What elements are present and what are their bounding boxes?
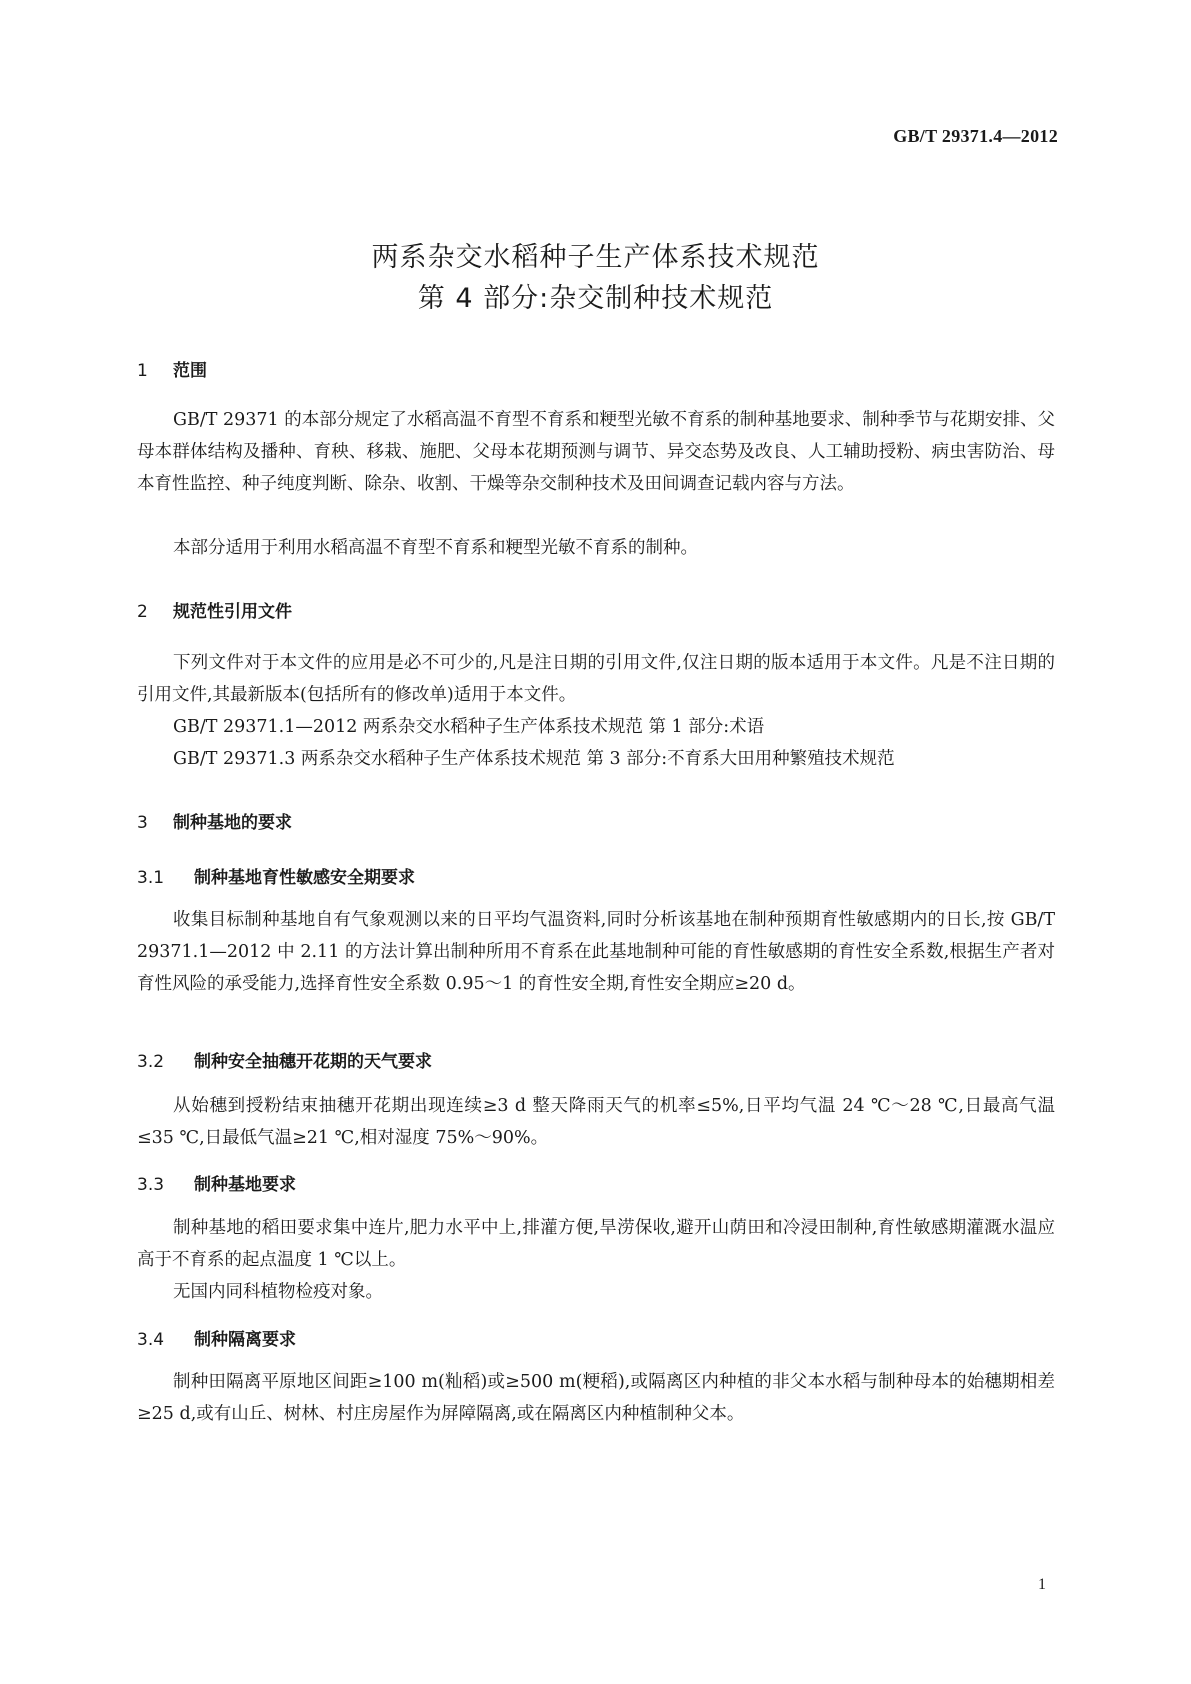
section-number: 2 — [137, 602, 148, 622]
standard-code: GB/T 29371.4—2012 — [893, 126, 1058, 146]
section-title: 规范性引用文件 — [173, 602, 292, 622]
section-number: 3 — [137, 813, 148, 833]
section-1-paragraph-2: 本部分适用于利用水稻高温不育型不育系和粳型光敏不育系的制种。 — [173, 538, 698, 558]
subsection-number: 3.1 — [137, 868, 165, 888]
document-title: 两系杂交水稻种子生产体系技术规范 — [371, 242, 820, 273]
subsection-heading-3-3 — [137, 1170, 296, 1195]
subsection-heading-3-1 — [137, 863, 415, 888]
section-3-3-paragraph-1: 制种基地的稻田要求集中连片,肥力水平中上,排灌方便,旱涝保收,避开山荫田和冷浸田制种,育性敏感期灌溉水温应高于不育系的起点温度 1 ℃以上。 — [137, 1218, 1055, 1270]
section-heading-3 — [137, 808, 292, 833]
section-3-3-paragraph-2: 无国内同科植物检疫对象。 — [173, 1282, 383, 1302]
normative-reference: GB/T 29371.3 两系杂交水稻种子生产体系技术规范 第 3 部分:不育系大田用种繁殖技术规范 — [173, 749, 895, 769]
subsection-title: 制种隔离要求 — [194, 1330, 296, 1350]
document-subtitle: 第 4 部分:杂交制种技术规范 — [417, 283, 774, 314]
section-2-paragraph-1: 下列文件对于本文件的应用是必不可少的,凡是注日期的引用文件,仅注日期的版本适用于本文件。凡是不注日期的引用文件,其最新版本(包括所有的修改单)适用于本文件。 — [137, 653, 1055, 705]
section-1-paragraph-1: GB/T 29371 的本部分规定了水稻高温不育型不育系和粳型光敏不育系的制种基地要求、制种季节与花期安排、父母本群体结构及播种、育秧、移栽、施肥、父母本花期预测与调节、异交态势及改良、人工辅助授粉、病虫害防治、母本育性监控、种子纯度判断、除杂、收割、干燥等杂交制种技术及田间调查记载内容与方法。 — [137, 410, 1055, 494]
section-number: 1 — [137, 361, 148, 381]
subsection-title: 制种基地育性敏感安全期要求 — [194, 868, 415, 888]
subsection-number: 3.3 — [137, 1175, 165, 1195]
page-number: 1 — [1038, 1576, 1046, 1593]
subsection-number: 3.2 — [137, 1052, 165, 1072]
subsection-title: 制种基地要求 — [194, 1175, 296, 1195]
normative-reference: GB/T 29371.1—2012 两系杂交水稻种子生产体系技术规范 第 1 部分:术语 — [173, 717, 765, 737]
section-heading-1 — [137, 356, 207, 381]
subsection-number: 3.4 — [137, 1330, 165, 1350]
subsection-title: 制种安全抽穗开花期的天气要求 — [194, 1052, 432, 1072]
section-3-2-paragraph: 从始穗到授粉结束抽穗开花期出现连续≥3 d 整天降雨天气的机率≤5%,日平均气温 24 ℃～28 ℃,日最高气温≤35 ℃,日最低气温≥21 ℃,相对湿度 75%～90%。 — [137, 1096, 1055, 1148]
subsection-heading-3-2 — [137, 1047, 432, 1072]
section-title: 制种基地的要求 — [173, 813, 292, 833]
section-3-4-paragraph: 制种田隔离平原地区间距≥100 m(籼稻)或≥500 m(粳稻),或隔离区内种植的非父本水稻与制种母本的始穗期相差≥25 d,或有山丘、树林、村庄房屋作为屏障隔离,或在隔离区内种植制种父本。 — [137, 1372, 1055, 1424]
section-heading-2 — [137, 597, 292, 622]
section-title: 范围 — [173, 361, 207, 381]
subsection-heading-3-4 — [137, 1325, 296, 1350]
section-3-1-paragraph: 收集目标制种基地自有气象观测以来的日平均气温资料,同时分析该基地在制种预期育性敏感期内的日长,按 GB/T 29371.1—2012 中 2.11 的方法计算出制种所用不育系在此基地制种可能的育性敏感期的育性安全系数,根据生产者对育性风险的承受能力,选择育性安全系数 0.95～1 的育性安全期,育性安全期应≥20 d。 — [137, 910, 1055, 994]
